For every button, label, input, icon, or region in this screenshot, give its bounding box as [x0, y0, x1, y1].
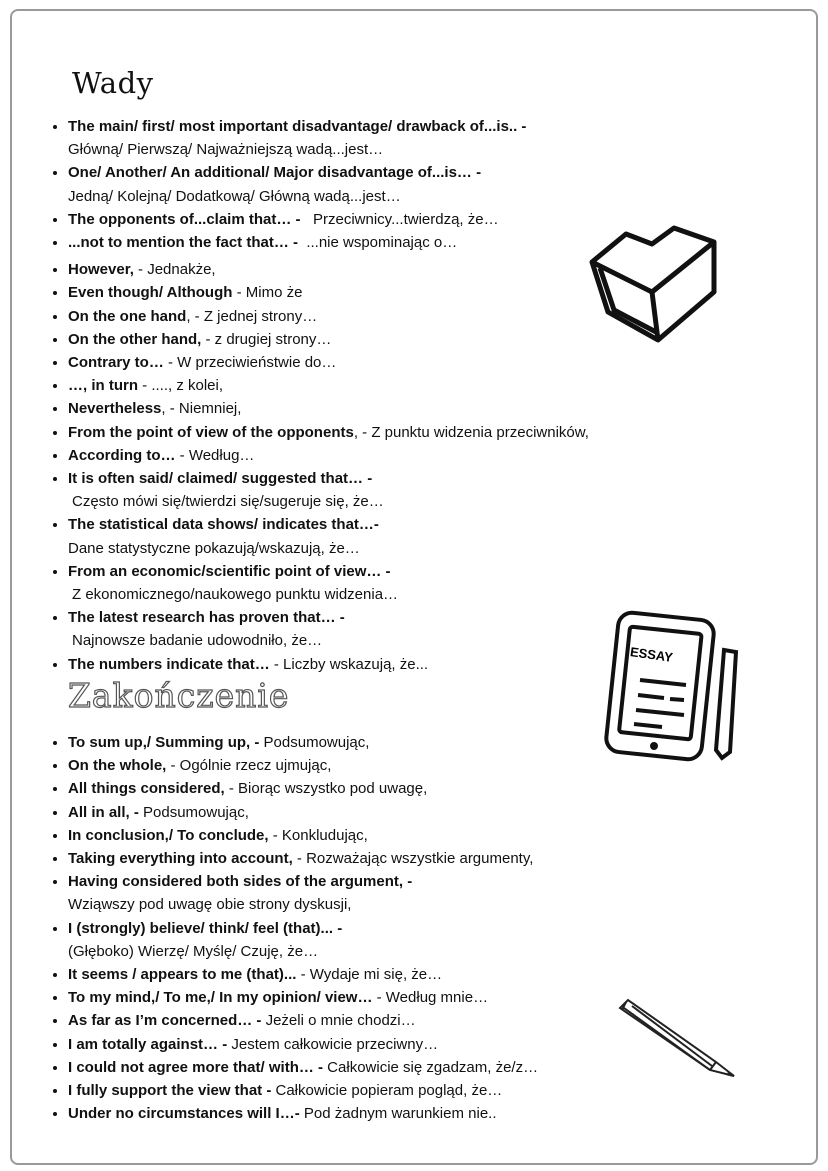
phrase-english: I (strongly) believe/ think/ feel (that)... -: [68, 919, 343, 937]
list-item: [68, 374, 668, 397]
list-item: [68, 917, 668, 963]
section-title-wady: Wady: [72, 66, 154, 100]
phrase-polish: , - Niemniej,: [161, 400, 242, 418]
list-item: [68, 467, 668, 513]
list-item: [68, 1079, 668, 1102]
phrase-polish: - Rozważając wszystkie argumenty,: [292, 850, 534, 868]
phrase-english: In conclusion,/ To conclude,: [68, 826, 269, 844]
phrase-english: To my mind,/ To me,/ In my opinion/ view…: [68, 989, 373, 1007]
phrase-polish: Jestem całkowicie przeciwny…: [227, 1035, 439, 1053]
list-item: [68, 351, 668, 374]
phrase-english: The statistical data shows/ indicates that…-: [68, 516, 379, 534]
phrase-english: The opponents of...claim that… -: [68, 210, 301, 228]
phrase-polish: - ...., z kolei,: [138, 377, 224, 395]
phrase-polish: - Według mnie…: [372, 989, 489, 1007]
phrase-english: Having considered both sides of the argument, -: [68, 873, 413, 891]
phrase-polish: - Konkludując,: [268, 826, 368, 844]
phrase-polish: - Wydaje mi się, że…: [296, 966, 443, 984]
list-item: [68, 560, 668, 606]
list-item: [68, 606, 668, 652]
phrase-polish: Wziąwszy pod uwagę obie strony dyskusji,: [68, 896, 352, 914]
list-item: [68, 231, 668, 254]
phrase-polish: Przeciwnicy...twierdzą, że…: [300, 210, 499, 228]
list-item: [68, 444, 668, 467]
tablet-label: ESSAY: [629, 644, 674, 665]
phrase-english: However,: [68, 261, 134, 279]
phrase-polish: Jedną/ Kolejną/ Dodatkową/ Główną wadą...jest…: [68, 187, 401, 205]
phrase-english: The latest research has proven that… -: [68, 609, 345, 627]
list-item: [68, 801, 668, 824]
phrase-english: From the point of view of the opponents: [68, 423, 354, 441]
phrase-english: I could not agree more that/ with… -: [68, 1058, 324, 1076]
phrase-polish: - Biorąc wszystko pod uwagę,: [224, 780, 428, 798]
phrase-english: Under no circumstances will I…-: [68, 1105, 300, 1123]
list-item: [68, 824, 668, 847]
list-item: [68, 513, 668, 559]
phrase-english: Taking everything into account,: [68, 850, 293, 868]
phrase-polish: (Głęboko) Wierzę/ Myślę/ Czuję, że…: [68, 942, 319, 960]
phrase-english: According to…: [68, 446, 176, 464]
phrase-polish: Dane statystyczne pokazują/wskazują, że…: [68, 539, 360, 557]
list-item: [68, 986, 668, 1009]
phrase-polish: Podsumowując,: [138, 803, 249, 821]
phrase-english: All things considered,: [68, 780, 225, 798]
phrase-english: On the one hand: [68, 307, 187, 325]
list-item: [68, 258, 668, 281]
phrase-english: Contrary to…: [68, 354, 164, 372]
list-item: [68, 847, 668, 870]
list-item: [68, 777, 668, 800]
list-item: [68, 653, 668, 676]
phrase-english: To sum up,/ Summing up, -: [68, 734, 260, 751]
phrase-english: As far as I’m concerned… -: [68, 1012, 262, 1030]
list-item: [68, 1009, 668, 1032]
list-item: [68, 754, 668, 777]
tablet-essay-icon: [604, 610, 744, 762]
phrase-polish: Podsumowując,: [259, 734, 370, 751]
phrase-english: On the whole,: [68, 757, 167, 775]
phrase-english: …, in turn: [68, 377, 138, 395]
list-item: [68, 328, 668, 351]
phrase-english: It seems / appears to me (that)...: [68, 966, 297, 984]
list-item: [68, 963, 668, 986]
phrase-polish: - z drugiej strony…: [201, 330, 332, 348]
phrase-polish: Całkowicie popieram pogląd, że…: [271, 1082, 503, 1100]
list-item: [68, 281, 668, 304]
phrase-polish: - Liczby wskazują, że...: [269, 655, 429, 673]
phrase-english: It is often said/ claimed/ suggested that… -: [68, 470, 373, 488]
wady-list: [50, 115, 668, 676]
phrase-polish: Pod żadnym warunkiem nie..: [299, 1105, 497, 1123]
phrase-polish: Jeżeli o mnie chodzi…: [261, 1012, 416, 1030]
list-item: [68, 305, 668, 328]
list-item: [68, 397, 668, 420]
list-item: [68, 115, 668, 161]
list-item: [68, 870, 668, 916]
phrase-english: Even though/ Although: [68, 284, 233, 302]
phrase-english: I fully support the view that -: [68, 1082, 272, 1100]
phrase-polish: - Mimo że: [232, 284, 303, 302]
phrase-polish: - W przeciwieństwie do…: [163, 354, 337, 372]
list-item: [68, 1056, 668, 1079]
phrase-english: The main/ first/ most important disadvantage/ drawback of...is.. -: [68, 118, 527, 135]
phrase-english: One/ Another/ An additional/ Major disadvantage of...is… -: [68, 164, 482, 182]
phrase-polish: Często mówi się/twierdzi się/sugeruje się, że…: [72, 493, 384, 511]
list-item: [68, 161, 668, 207]
phrase-polish: Z ekonomicznego/naukowego punktu widzenia…: [72, 586, 399, 604]
phrase-polish: - Jednakże,: [133, 261, 216, 279]
phrase-polish: Najnowsze badanie udowodniło, że…: [72, 632, 323, 650]
phrase-english: Nevertheless: [68, 400, 162, 418]
list-item: [68, 1033, 668, 1056]
zakonczenie-list: [50, 731, 668, 1125]
phrase-polish: Główną/ Pierwszą/ Najważniejszą wadą...jest…: [68, 141, 384, 159]
phrase-english: All in all, -: [68, 803, 139, 821]
phrase-english: I am totally against… -: [68, 1035, 228, 1053]
phrase-polish: - Ogólnie rzecz ujmując,: [166, 757, 332, 775]
phrase-polish: , - Z jednej strony…: [186, 307, 318, 325]
phrase-english: On the other hand,: [68, 330, 202, 348]
phrase-polish: ...nie wspominając o…: [297, 234, 458, 252]
phrase-english: From an economic/scientific point of view… -: [68, 562, 391, 580]
phrase-english: The numbers indicate that…: [68, 655, 270, 673]
list-item: [68, 421, 668, 444]
phrase-polish: Całkowicie się zgadzam, że/z…: [323, 1058, 539, 1076]
list-item: [68, 208, 668, 231]
pencil-icon: [612, 996, 742, 1080]
section-title-zakonczenie: Zakończenie: [68, 676, 290, 715]
phrase-polish: - Według…: [175, 446, 255, 464]
open-book-icon: [586, 222, 722, 348]
phrase-polish: , - Z punktu widzenia przeciwników,: [353, 423, 589, 441]
list-item: [68, 1102, 668, 1125]
list-item: [68, 731, 668, 754]
phrase-english: ...not to mention the fact that… -: [68, 234, 298, 252]
